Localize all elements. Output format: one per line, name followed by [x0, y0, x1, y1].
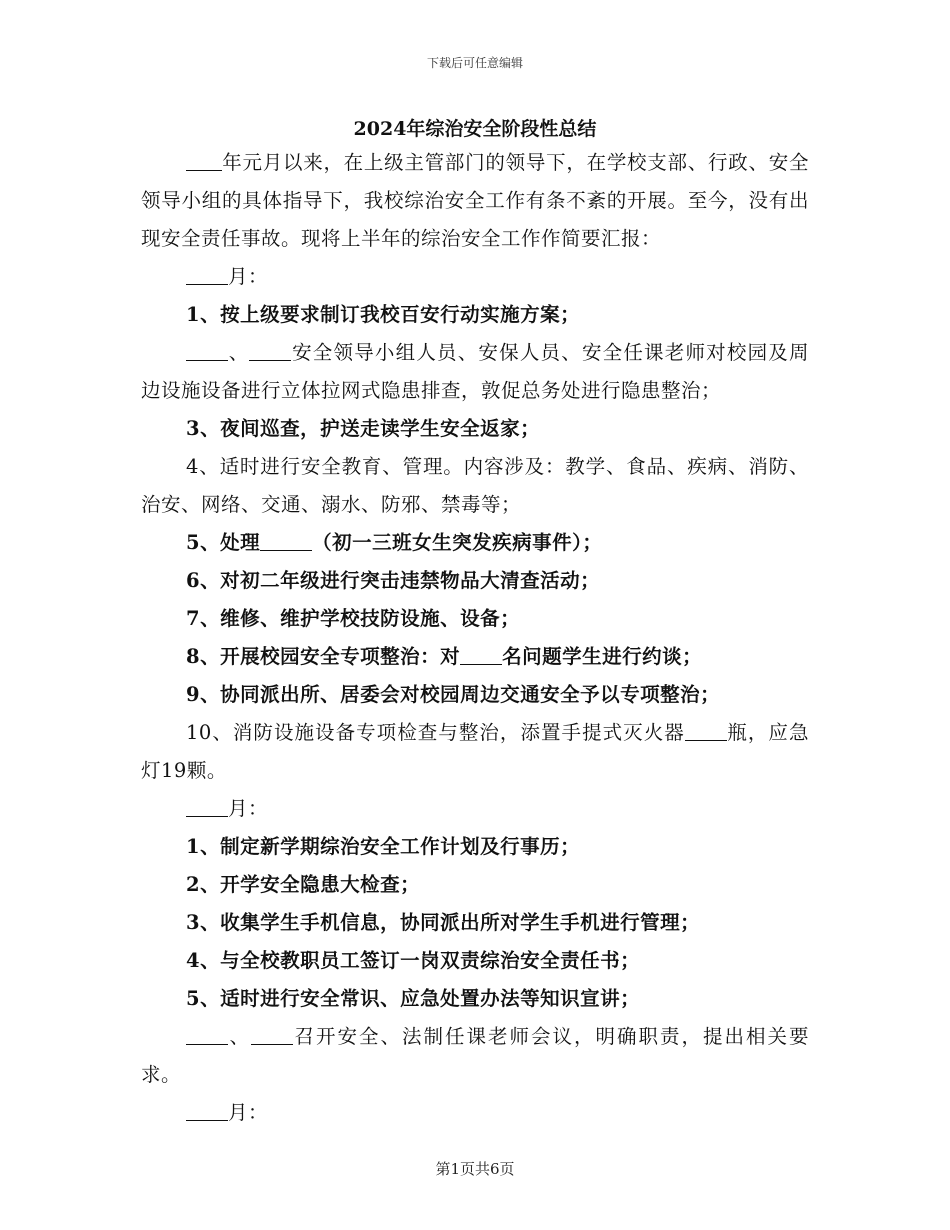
list-item: 5、适时进行安全常识、应急处置办法等知识宣讲； — [186, 987, 641, 1010]
intro-paragraph: 年元月以来，在上级主管部门的领导下，在学校支部、行政、安全领导小组的具体指导下，我校综治安全工作有条不紊的开展。至今，没有出现安全责任事故。现将上半年的综治安全工作作简要汇报： — [141, 151, 809, 250]
page-footer: 第1页共6页 — [435, 1160, 515, 1178]
list-item: 3、收集学生手机信息，协同派出所对学生手机进行管理； — [186, 911, 701, 934]
list-item: 5、处理 （初一三班女生突发疾病事件）； — [186, 531, 603, 554]
list-item: 1、制定新学期综治安全工作计划及行事历； — [186, 835, 581, 858]
month-heading-2: 月： — [186, 790, 268, 828]
document-title: 2024年综治安全阶段性总结 — [353, 118, 597, 140]
list-item: 3、夜间巡查，护送走读学生安全返家； — [186, 417, 541, 440]
list-item: 10、消防设施设备专项检查与整治，添置手提式灭火器 瓶，应急灯19颗。 — [141, 721, 809, 782]
blank-underline — [186, 265, 228, 286]
list-item: 6、对初二年级进行突击违禁物品大清查活动； — [186, 569, 601, 592]
list-item: 、 安全领导小组人员、安保人员、安全任课老师对校园及周边设施设备进行立体拉网式隐患排查，敦促总务处进行隐患整治； — [141, 341, 809, 402]
list-item: 2、开学安全隐患大检查； — [186, 873, 421, 896]
month-heading-1: 月： — [186, 258, 268, 296]
month-heading-3: 月： — [186, 1094, 268, 1132]
page-header: 下载后可任意编辑 — [426, 56, 523, 70]
list-item: 8、开展校园安全专项整治：对 名问题学生进行约谈； — [186, 645, 703, 668]
list-item: 4、适时进行安全教育、管理。内容涉及：教学、食品、疾病、消防、治安、网络、交通、溺水、防邪、禁毒等； — [141, 455, 809, 516]
list-item: 9、协同派出所、居委会对校园周边交通安全予以专项整治； — [186, 683, 721, 706]
list-item: 1、按上级要求制订我校百安行动实施方案； — [186, 303, 581, 326]
blank-underline — [186, 151, 222, 172]
list-item: 、 召开安全、法制任课老师会议，明确职责，提出相关要求。 — [141, 1025, 809, 1086]
list-item: 4、与全校教职员工签订一岗双责综治安全责任书； — [186, 949, 641, 972]
list-item: 7、维修、维护学校技防设施、设备； — [186, 607, 521, 630]
